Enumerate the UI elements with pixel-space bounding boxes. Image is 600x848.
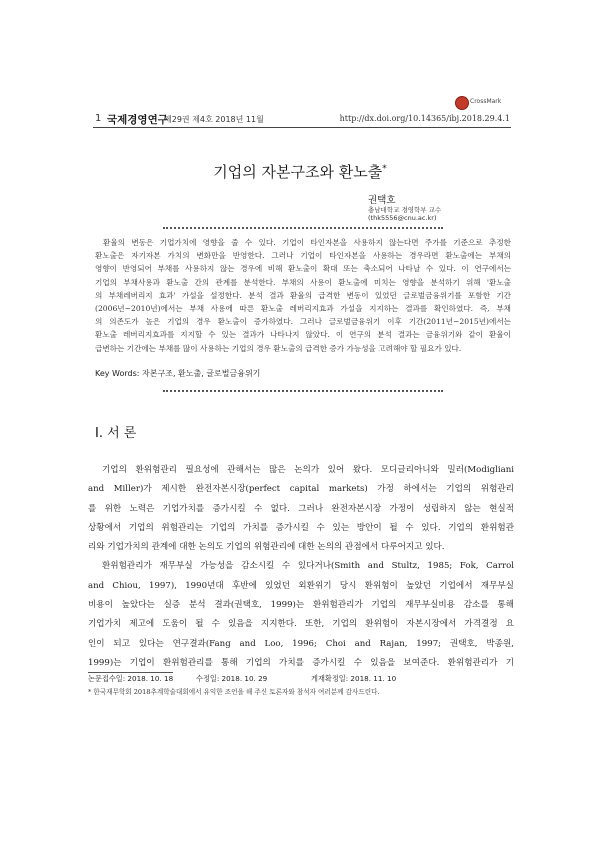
page-number: 1: [95, 113, 102, 124]
body-text: [88, 461, 514, 673]
keywords-label: Key Words:: [95, 369, 140, 378]
abstract-line: 의 의존도가 높은 기업의 경우 환노출이 증가하였다. 그러나 글로벌금융위기 이후 기간(2011년~2015년)에서는: [95, 317, 511, 327]
body-line: 상황에서 기업의 위험관리는 기업의 가치를 증가시킬 수 있는 방안이 될 수 있다. 기업의 환위험관: [88, 522, 514, 533]
header-rule: [93, 127, 511, 128]
journal-title: 국제경영연구: [107, 114, 168, 126]
abstract-line: 영향이 반영되어 부채를 사용하지 않는 경우에 비해 환노출이 확대 또는 축소되어 나타날 수 있다. 이 연구에서는: [95, 264, 511, 274]
body-line: 비용이 높았다는 실증 분석 결과(권택호, 1999)는 환위험관리가 기업의 재무부실비용 감소를 통해: [88, 600, 514, 611]
abstract: [95, 236, 511, 355]
abstract-line: 기업의 부채사용과 환노출 간의 관계를 분석한다. 부채의 사용이 환노출에 미치는 영향을 분석하기 위해 '환노출: [95, 277, 511, 287]
doi-link[interactable]: http://dx.doi.org/10.14365/ibj.2018.29.4.1: [339, 114, 510, 123]
abstract-bottom-divider: [163, 390, 443, 392]
footnote-rule: [88, 672, 173, 673]
abstract-top-divider: [163, 227, 443, 229]
body-line: 환위험관리가 재무부실 가능성을 감소시킬 수 있다거나(Smith and Stultz, 1985; Fok, Carrol: [102, 561, 514, 572]
keywords-values: 자본구조, 환노출, 글로벌금융위기: [142, 369, 261, 378]
revised-date: 수정일: 2018. 10. 29: [196, 674, 268, 683]
running-header: [95, 112, 510, 128]
crossmark-label: CrossMark: [470, 98, 502, 105]
article-title-text: 기업의 자본구조와 환노출: [213, 163, 383, 181]
title-footnote-marker: *: [382, 164, 387, 174]
body-line: 기업의 환위험관리 필요성에 관해서는 많은 논의가 있어 왔다. 모디글리아니와 밀러(Modigliani: [102, 465, 514, 475]
body-line: and Chiou, 1997), 1990년대 후반에 있었던 외환위기 당시 환위험이 높았던 기업에서 재무부실: [88, 580, 514, 591]
article-title: [100, 161, 500, 182]
acknowledgement-note: * 한국재무학회 2018추계학술대회에서 유익한 조언을 해 주신 토론자와 참석자 여러분께 감사드린다.: [88, 688, 380, 696]
accepted-date: 게재확정일: 2018. 11. 10: [311, 674, 397, 683]
abstract-line: (2006년~2010년)에서는 부채 사용에 따른 환노출 레버리지효과 가설을 지지하는 결과를 확인하였다. 즉, 부채: [95, 304, 511, 314]
crossmark-icon: [455, 96, 469, 110]
crossmark-badge[interactable]: [455, 96, 505, 110]
body-line: 리와 기업가치의 관계에 대한 논의도 기업의 위험관리에 대한 논의의 관점에서 다루어지고 있다.: [88, 542, 445, 553]
author-email: (thk5556@cnu.ac.kr): [368, 214, 437, 222]
keywords: [95, 368, 511, 379]
journal-issue: 제29권 제4호 2018년 11월: [164, 115, 264, 124]
abstract-line: 의 부채레버리지 효과' 가설을 설정한다. 분석 결과 환율의 급격한 변동이 있었던 글로벌금융위기를 포함한 기간: [95, 290, 511, 300]
submission-dates: [88, 674, 396, 684]
abstract-line: 환노출 레버리지효과를 지지할 수 있는 결과가 나타나지 않았다. 이 연구의 분석 결과는 금융위기와 같이 환율이: [95, 330, 511, 340]
body-line: 1999)는 기업이 환위험관리를 통해 기업의 가치를 증가시킬 수 있음을 보여준다. 환위험관리가 기: [88, 657, 514, 668]
body-line: 기업가치 제고에 도움이 될 수 있음을 지지한다. 또한, 기업의 환위험이 자본시장에서 가격결정 요: [88, 619, 514, 630]
body-line: 인이 되고 있다는 연구결과(Fang and Loo, 1996; Choi and Rajan, 1997; 권택호, 박종원,: [88, 638, 514, 649]
abstract-line: 환율의 변동은 기업가치에 영향을 줄 수 있다. 기업이 타인자본을 사용하지 않는다면 주가를 기준으로 추정한: [103, 238, 511, 247]
received-date: 논문접수일: 2018. 10. 18: [88, 674, 174, 683]
body-line: and Miller)가 제시한 완전자본시장(perfect capital markets) 가정 하에서는 기업의 위험관리: [88, 484, 514, 495]
section-heading: Ⅰ. 서 론: [95, 426, 137, 441]
body-line: 를 위한 노력은 기업가치를 증가시킬 수 없다. 그러나 완전자본시장 가정이 성립하지 않는 현실적: [88, 503, 514, 514]
author-name: 권택호: [368, 195, 396, 206]
abstract-line: 환노출은 자기자본 가치의 변화만을 반영한다. 그러나 기업이 타인자본을 사용하는 경우라면 환노출에는 부채의: [95, 251, 511, 261]
author-affiliation: 충남대학교 경영학부 교수: [368, 206, 442, 214]
abstract-line: 급변하는 기간에는 부채를 많이 사용하는 기업의 경우 환노출의 급격한 증가 가능성을 고려해야 할 필요가 있다.: [95, 343, 462, 353]
